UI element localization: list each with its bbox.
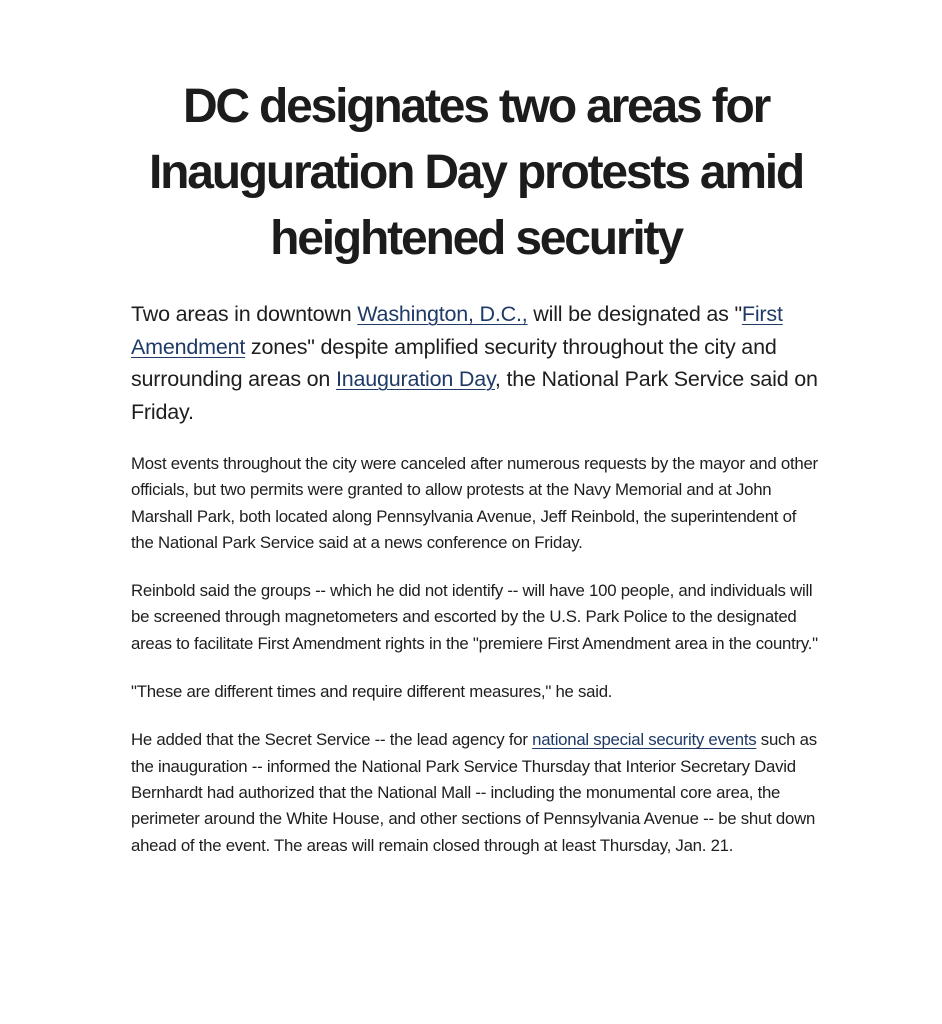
- inauguration-day-link[interactable]: Inauguration Day: [335, 367, 495, 391]
- lede-text: zones" despite amplified security throughout the city and surrounding areas on: [131, 334, 777, 391]
- article: [131, 74, 821, 859]
- headline: DC designates two areas for Inauguration Day protests amid heightened security: [148, 80, 804, 265]
- body-paragraph-2: Reinbold said the groups -- which he did not identify -- will have 100 people, and individuals will be screened through magnetometers and escorted by the U.S. Park Police to the designated areas to facilitate First Amendment rights in the "premiere First Amendment area in the country.": [131, 581, 818, 653]
- paragraph-text: He added that the Secret Service -- the lead agency for: [131, 730, 533, 750]
- national-special-security-events-link[interactable]: national special security events: [532, 730, 757, 750]
- paragraph-text: such as the inauguration -- informed the National Park Service Thursday that Interior Secretary David Bernhardt had authorized that the National Mall -- including the monumental core area, the perimeter around the White House, and other sections of Pennsylvania Avenue -- be shut down ahead of the event. The areas will remain closed through at least Thursday, Jan. 21.: [131, 730, 817, 855]
- lede-text: Two areas in downtown: [131, 302, 358, 326]
- body-paragraph-3: "These are different times and require different measures," he said.: [131, 682, 613, 702]
- first-amendment-link[interactable]: First Amendment: [131, 302, 783, 359]
- body-paragraph-4: [131, 727, 821, 858]
- lede-text: will be designated as ": [527, 302, 742, 326]
- body-paragraph-1: Most events throughout the city were canceled after numerous requests by the mayor and other officials, but two permits were granted to allow protests at the Navy Memorial and at John Marshall Park, both located along Pennsylvania Avenue, Jeff Reinbold, the superintendent of the National Park Service said at a news conference on Friday.: [131, 454, 818, 552]
- lede-text: , the National Park Service said on Friday.: [131, 367, 818, 424]
- washington-dc-link[interactable]: Washington, D.C.,: [357, 302, 528, 326]
- lede-paragraph: [131, 298, 821, 428]
